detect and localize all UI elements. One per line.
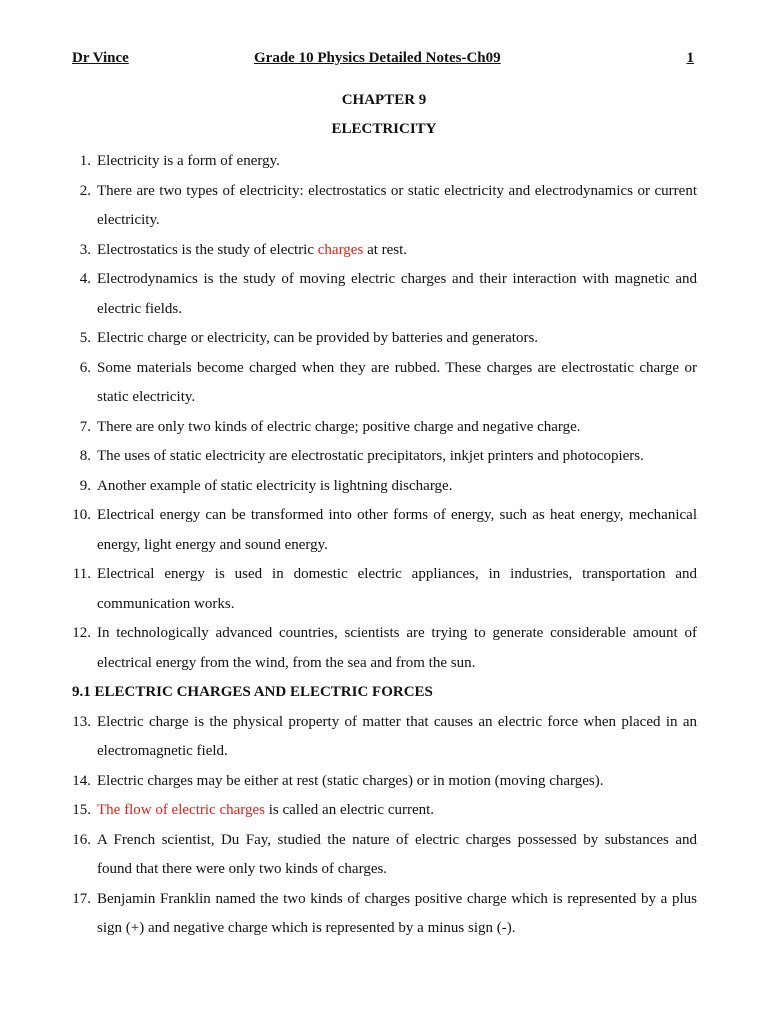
item-number: 2. — [79, 182, 91, 199]
item-number: 4. — [79, 271, 91, 287]
item-number: 12. — [72, 625, 91, 641]
list-item — [72, 265, 697, 324]
item-text: There are only two kinds of electric charge; positive charge and negative charge. — [97, 418, 581, 435]
list-item — [72, 560, 697, 619]
list-item — [72, 147, 697, 177]
item-number: 9. — [79, 477, 91, 494]
item-number: 3. — [79, 241, 91, 258]
item-number: 13. — [72, 713, 91, 730]
header-author: Dr Vince — [72, 50, 129, 66]
item-text: Another example of static electricity is lightning discharge. — [97, 477, 453, 494]
item-number: 14. — [72, 772, 91, 789]
list-item — [72, 354, 697, 413]
chapter-title: ELECTRICITY — [331, 121, 437, 137]
item-number: 5. — [79, 330, 91, 346]
list-item — [72, 324, 697, 354]
item-number: 15. — [72, 802, 91, 818]
item-text: Benjamin Franklin named the two kinds of charges positive charge which is represented by a plus sign (+) and negative charge which is represented by a minus sign (-). — [97, 890, 697, 936]
item-text-tail: at rest. — [363, 241, 408, 258]
section-heading: 9.1 ELECTRIC CHARGES AND ELECTRIC FORCES — [72, 684, 433, 700]
item-text: In technologically advanced countries, scientists are trying to generate considerable amount of electrical energy from the wind, from the sea and from the sun. — [97, 625, 697, 671]
list-item — [72, 796, 697, 826]
highlighted-term: The flow of electric charges — [97, 802, 265, 818]
item-number: 8. — [79, 448, 91, 464]
item-number: 10. — [72, 507, 91, 523]
page-header — [72, 50, 696, 74]
item-text: A French scientist, Du Fay, studied the nature of electric charges possessed by substances and found that there were only two kinds of charges. — [97, 831, 697, 877]
list-item — [72, 177, 697, 236]
list-item — [72, 619, 697, 678]
item-number: 6. — [79, 359, 91, 376]
item-text: Electrodynamics is the study of moving electric charges and their interaction with magnetic and electric fields. — [97, 271, 697, 317]
item-text: Electric charge or electricity, can be provided by batteries and generators. — [97, 330, 539, 346]
list-item — [72, 442, 697, 472]
list-item — [72, 413, 697, 443]
list-item — [72, 767, 697, 797]
list-item — [72, 236, 697, 266]
item-number: 11. — [72, 566, 91, 582]
item-text: Electric charges may be either at rest (static charges) or in motion (moving charges). — [97, 772, 604, 789]
list-item — [72, 501, 697, 560]
item-text: There are two types of electricity: electrostatics or static electricity and electrodynamics or current electricity. — [97, 182, 697, 228]
item-text: Electrostatics is the study of electric — [97, 241, 318, 258]
list-item — [72, 472, 697, 502]
notes-list — [72, 147, 697, 944]
highlighted-term: charges — [317, 241, 364, 258]
item-text: Electrical energy can be transformed into other forms of energy, such as heat energy, mechanical energy, light energy and sound energy. — [97, 507, 697, 553]
item-number: 7. — [79, 418, 91, 435]
item-text: Electricity is a form of energy. — [97, 153, 280, 169]
item-text: Electric charge is the physical property of matter that causes an electric force when placed in an electromagnetic field. — [97, 713, 697, 759]
list-item — [72, 826, 697, 885]
item-number: 1. — [79, 153, 91, 169]
list-item — [72, 885, 697, 944]
item-text: Electrical energy is used in domestic electric appliances, in industries, transportation and communication works. — [97, 566, 697, 612]
header-page-number: 1 — [686, 50, 694, 66]
item-number: 16. — [72, 831, 91, 848]
item-number: 17. — [72, 890, 91, 907]
item-text: The uses of static electricity are electrostatic precipitators, inkjet printers and photocopiers. — [97, 448, 644, 464]
list-item — [72, 708, 697, 767]
chapter-label: CHAPTER 9 — [341, 92, 427, 108]
header-course-title: Grade 10 Physics Detailed Notes-Ch09 — [254, 50, 501, 66]
item-text: Some materials become charged when they are rubbed. These charges are electrostatic charge or static electricity. — [97, 359, 697, 405]
item-text-tail: is called an electric current. — [264, 802, 435, 818]
